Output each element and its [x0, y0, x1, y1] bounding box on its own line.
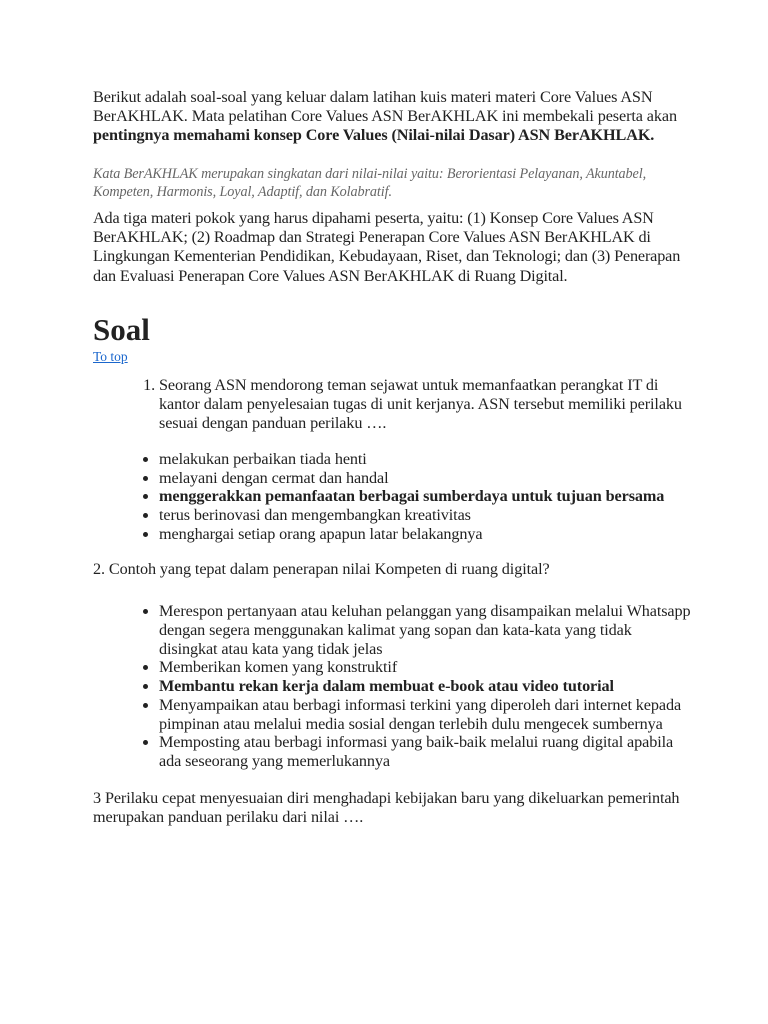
question-1-options — [93, 450, 693, 544]
question-2-text: 2. Contoh yang tepat dalam penerapan nilai Kompeten di ruang digital? — [93, 560, 550, 579]
document-body — [93, 88, 693, 827]
option-item: • Memposting atau berbagi informasi yang baik-baik melalui ruang digital apabila ada seseorang yang memerlukannya — [159, 733, 693, 770]
question-2-options — [93, 602, 693, 770]
option-item-answer: • menggerakkan pemanfaatan berbagai sumberdaya untuk tujuan bersama — [159, 487, 693, 506]
question-1-list — [93, 376, 693, 433]
option-item: • terus berinovasi dan mengembangkan kreativitas — [159, 506, 693, 525]
question-3-text: 3 Perilaku cepat menyesuaian diri menghadapi kebijakan baru yang dikeluarkan pemerintah merupakan panduan perilaku dari nilai …. — [93, 788, 680, 826]
materi-paragraph: Ada tiga materi pokok yang harus dipahami peserta, yaitu: (1) Konsep Core Values ASN BerAKHLAK; (2) Roadmap dan Strategi Penerapan Core Values ASN BerAKHLAK di Lingkungan Kementerian Pendidikan, Kebudayaan, Riset, dan Teknologi; dan (3) Penerapan dan Evaluasi Penerapan Core Values ASN BerAKHLAK di Ruang Digital. — [93, 209, 681, 285]
option-item: • melayani dengan cermat dan handal — [159, 469, 693, 488]
option-item-answer: • Membantu rekan kerja dalam membuat e-book atau video tutorial — [159, 677, 693, 696]
to-top-link[interactable]: To top — [93, 348, 128, 364]
intro-bold-text: pentingnya memahami konsep Core Values (Nilai-nilai Dasar) ASN BerAKHLAK. — [93, 126, 655, 144]
intro-text: Berikut adalah soal-soal yang keluar dalam latihan kuis materi materi Core Values ASN BerAKHLAK. Mata pelatihan Core Values ASN BerAKHLAK ini membekali peserta akan — [93, 88, 677, 125]
option-item: • menghargai setiap orang apapun latar belakangnya — [159, 525, 693, 544]
option-item: • melakukan perbaikan tiada henti — [159, 450, 693, 469]
intro-paragraph — [93, 88, 693, 145]
section-heading-soal: Soal — [93, 311, 150, 347]
option-item: • Menyampaikan atau berbagi informasi terkini yang diperoleh dari internet kepada pimpinan atau melalui media sosial dengan terlebih dulu mengecek sumbernya — [159, 696, 693, 733]
question-1-text: 1. Seorang ASN mendorong teman sejawat untuk memanfaatkan perangkat IT di kantor dalam penyelesaian tugas di unit kerjanya. ASN tersebut memiliki perilaku sesuai dengan panduan perilaku …. — [159, 376, 693, 433]
berakhlak-caption: Kata BerAKHLAK merupakan singkatan dari nilai-nilai yaitu: Berorientasi Pelayanan, Akuntabel, Kompeten, Harmonis, Loyal, Adaptif, dan Kolabratif. — [93, 166, 647, 200]
option-item: • Merespon pertanyaan atau keluhan pelanggan yang disampaikan melalui Whatsapp dengan segera menggunakan kalimat yang sopan dan kata-kata yang tidak disingkat atau kata yang tidak jelas — [159, 602, 693, 658]
option-item: • Memberikan komen yang konstruktif — [159, 658, 693, 677]
